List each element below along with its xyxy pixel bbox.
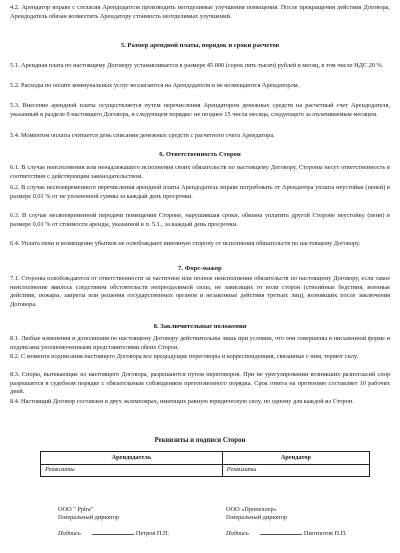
clause-4-2: 4.2. Арендатор вправе с согласия Арендодателя производить неотделимые улучшения помещения. После прекращения действия Договора, Арендодатель обязан возместить Арендатору стоимость неотделимых улучшений. [10, 4, 390, 20]
clause-8-1: 8.1. Любые изменения и дополнения по настоящему Договору действительны лишь при условии, что они совершены в письменной форме и подписаны уполномоченными представителями обеих Сторон. [10, 335, 390, 351]
landlord-signature-caption: Подпись [58, 530, 81, 537]
clause-8-2: 8.2. С момента подписания настоящего Договора все предыдущие переговоры и корреспонденция, связанные с ним, теряют силу. [10, 353, 359, 360]
clause-5-2: 5.2. Расходы по оплате коммунальных услуг возлагаются на Арендодателя и не возмещаются Арендатором. [10, 82, 300, 89]
tenant-org: ООО «Пропеллер» [226, 506, 277, 513]
tenant-role: Генеральный директор [226, 514, 288, 521]
clause-5-1: 5.1. Арендная плата по настоящему Договору устанавливается в размере 45 000 (сорок пять тысяч) рублей в месяц, в том числе НДС 20 %. [10, 62, 384, 69]
landlord-role: Генеральный директор [58, 514, 120, 521]
clause-7-1: 7.1. Стороны освобождаются от ответственности за частичное или полное неисполнение обязательств по настоящему Договору, если такое неисполнение явилось следствием обстоятельств непреодолимой силы, не зависящих от воли сторон (стихийные бедствия, военные действия, пожары, запреты или решения государственных органов и незаконные действия третьих лиц), возникших после заключения Договора. [10, 275, 390, 308]
tenant-header: Арендатор [222, 452, 369, 465]
tenant-signature-block [226, 506, 347, 538]
tenant-signature-caption: Подпись [226, 530, 249, 537]
section-5-heading: 5. Размер арендной платы, порядок и сроки расчетов [120, 42, 280, 49]
tenant-signature-line [226, 528, 347, 538]
section-6-heading: 6. Ответственность Сторон [159, 151, 241, 158]
clause-8-3: 8.3. Споры, вытекающие из настоящего Договора, разрешаются путем переговоров. При не урегулировании возникших разногласий спор разрешается в судебном порядке с обязательным соблюдением претензионного порядка. Срок ответа на претензию составляет 10 рабочих дней. [10, 371, 390, 396]
clause-6-3: 6.3. В случае несвоевременной передачи помещения Стороне, нарушившая сроки, обязана уплатить другой Стороне неустойку (пени) в размере 0,01 % от стоимости аренды, указанной в п. 5.1., за каждый день просрочки. [10, 212, 390, 228]
clause-5-4: 5.4. Моментом оплаты считается день списания денежных средств с расчетного счета Арендатора. [10, 132, 275, 139]
clause-5-3: 5.3. Внесение арендной платы осуществляется путем перечисления Арендатором денежных средств на расчетный счет Арендодателя, указанный в разделе 9 настоящего Договора, в следующем порядке: не позднее 15 числа месяца, следующего за оплачиваемым месяцем. [10, 102, 390, 118]
section-8-heading: 8. Заключительные положения [153, 323, 247, 330]
clause-6-4: 6.4. Уплата пени и возмещение убытков не освобождают виновную сторону от исполнения обязательств по настоящему Договору. [10, 240, 361, 247]
section-7-heading: 7. Форс-мажор [178, 265, 222, 272]
tenant-requisites-cell: Реквизиты [222, 465, 369, 477]
tenant-signer-name: Пиотпотов П.П. [303, 530, 347, 537]
landlord-signer-name: Петров П.П. [135, 530, 170, 537]
landlord-signature-underline [92, 528, 134, 535]
landlord-signature-block [58, 506, 169, 538]
landlord-org: ООО " Ррlrа" [58, 506, 94, 513]
requisites-table [40, 451, 370, 477]
landlord-signature-line [58, 528, 169, 538]
clause-8-4: 8.4. Настоящий Договор составлен в двух экземплярах, имеющих равную юридическую силу, по одному для каждой из Сторон. [10, 398, 354, 405]
landlord-requisites-cell: Реквизиты [41, 465, 223, 477]
clause-6-2: 6.2. В случае несвоевременного перечисления арендной платы Арендодатель вправе потребовать от Арендатора уплаты неустойки (пеней) в размере 0,01 % от не уплаченной суммы за каждый день просрочки. [10, 184, 390, 200]
landlord-header: Арендодатель [41, 452, 223, 465]
requisites-title: Реквизиты и подписи Сторон [154, 437, 246, 444]
clause-6-1: 6.1. В случае неисполнения или ненадлежащего исполнения своих обязательств по настоящему Договору, Стороны несут ответственность в соответствии с действующим законодательством. [10, 164, 390, 180]
tenant-signature-underline [260, 528, 302, 535]
